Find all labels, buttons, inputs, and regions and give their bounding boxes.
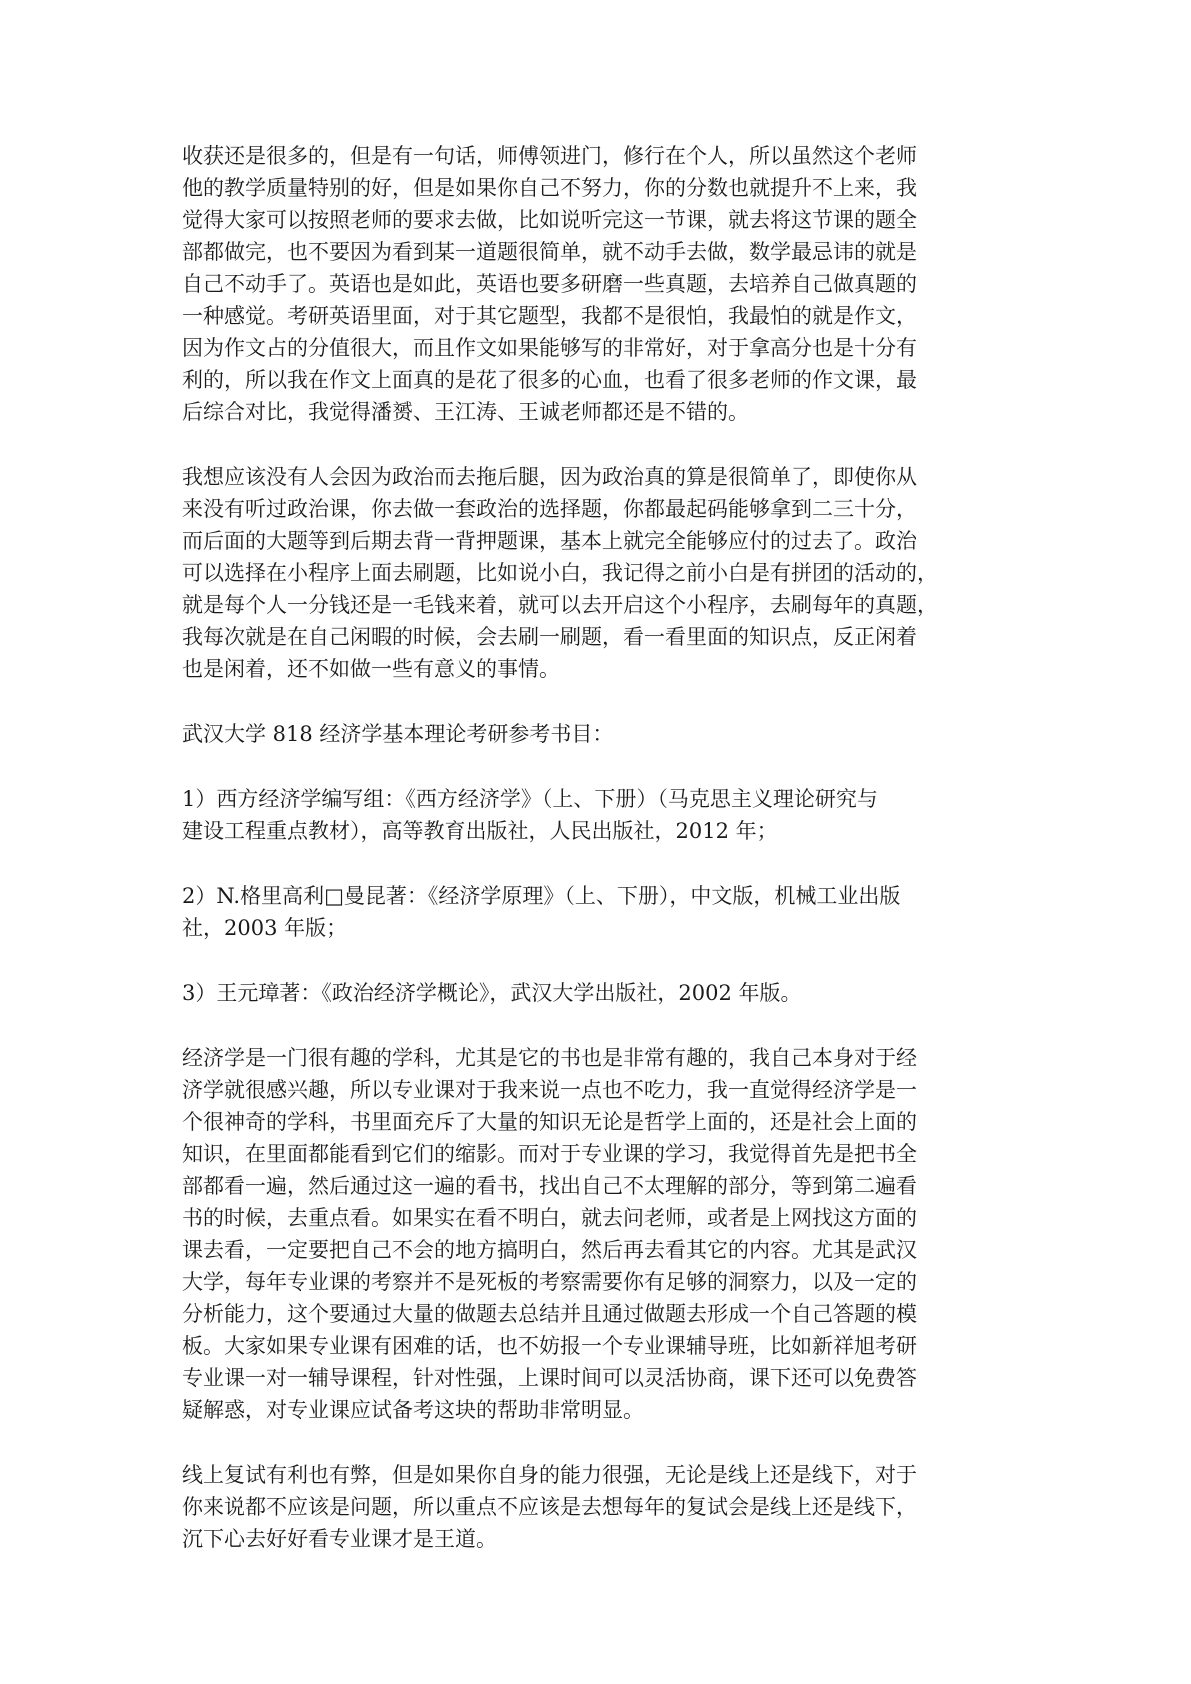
text-line: 沉下心去好好看专业课才是王道。 [182,1527,497,1551]
paragraph [182,461,1012,685]
text-line: 1）西方经济学编写组：《西方经济学》（上、下册）（马克思主义理论研究与 [182,787,878,811]
paragraph [182,140,1012,428]
text-line: 课去看，一定要把自己不会的地方搞明白，然后再去看其它的内容。尤其是武汉 [182,1238,917,1262]
paragraph [182,718,1012,750]
text-line: 可以选择在小程序上面去刷题，比如说小白，我记得之前小白是有拼团的活动的， [182,561,938,585]
text-line: 济学就很感兴趣，所以专业课对于我来说一点也不吃力，我一直觉得经济学是一 [182,1078,917,1102]
text-line: 建设工程重点教材），高等教育出版社，人民出版社，2012 年； [182,819,778,843]
text-line: 武汉大学 818 经济学基本理论考研参考书目： [182,722,614,746]
text-line: 2）N.格里高利□曼昆著：《经济学原理》（上、下册），中文版，机械工业出版 [182,884,901,908]
paragraph [182,1459,1012,1555]
text-line: 个很神奇的学科，书里面充斥了大量的知识无论是哲学上面的，还是社会上面的 [182,1110,917,1134]
text-line: 线上复试有利也有弊，但是如果你自身的能力很强，无论是线上还是线下，对于 [182,1463,917,1487]
text-line: 收获还是很多的，但是有一句话，师傅领进门，修行在个人，所以虽然这个老师 [182,144,917,168]
text-line: 部都做完，也不要因为看到某一道题很简单，就不动手去做，数学最忌讳的就是 [182,240,917,264]
text-line: 因为作文占的分值很大，而且作文如果能够写的非常好，对于拿高分也是十分有 [182,336,917,360]
document-body [182,140,1012,1588]
text-line: 他的教学质量特别的好，但是如果你自己不努力，你的分数也就提升不上来，我 [182,176,917,200]
text-line: 来没有听过政治课，你去做一套政治的选择题，你都最起码能够拿到二三十分， [182,497,917,521]
paragraph [182,783,1012,847]
text-line: 一种感觉。考研英语里面，对于其它题型，我都不是很怕，我最怕的就是作文， [182,304,917,328]
text-line: 专业课一对一辅导课程，针对性强，上课时间可以灵活协商，课下还可以免费答 [182,1366,917,1390]
text-line: 板。大家如果专业课有困难的话，也不妨报一个专业课辅导班，比如新祥旭考研 [182,1334,917,1358]
text-line: 自己不动手了。英语也是如此，英语也要多研磨一些真题，去培养自己做真题的 [182,272,917,296]
text-line: 经济学是一门很有趣的学科，尤其是它的书也是非常有趣的，我自己本身对于经 [182,1046,917,1070]
text-line: 3）王元璋著：《政治经济学概论》，武汉大学出版社，2002 年版。 [182,981,802,1005]
paragraph [182,880,1012,944]
text-line: 而后面的大题等到后期去背一背押题课，基本上就完全能够应付的过去了。政治 [182,529,917,553]
text-line: 部都看一遍，然后通过这一遍的看书，找出自己不太理解的部分，等到第二遍看 [182,1174,917,1198]
text-line: 社，2003 年版； [182,916,348,940]
text-line: 我每次就是在自己闲暇的时候，会去刷一刷题，看一看里面的知识点，反正闲着 [182,625,917,649]
text-line: 就是每个人一分钱还是一毛钱来着，就可以去开启这个小程序，去刷每年的真题， [182,593,938,617]
paragraph [182,1042,1012,1426]
text-line: 知识，在里面都能看到它们的缩影。而对于专业课的学习，我觉得首先是把书全 [182,1142,917,1166]
text-line: 大学，每年专业课的考察并不是死板的考察需要你有足够的洞察力，以及一定的 [182,1270,917,1294]
text-line: 分析能力，这个要通过大量的做题去总结并且通过做题去形成一个自己答题的模 [182,1302,917,1326]
text-line: 觉得大家可以按照老师的要求去做，比如说听完这一节课，就去将这节课的题全 [182,208,917,232]
text-line: 疑解惑，对专业课应试备考这块的帮助非常明显。 [182,1398,644,1422]
paragraph [182,977,1012,1009]
text-line: 后综合对比，我觉得潘赟、王江涛、王诚老师都还是不错的。 [182,400,749,424]
text-line: 书的时候，去重点看。如果实在看不明白，就去问老师，或者是上网找这方面的 [182,1206,917,1230]
text-line: 我想应该没有人会因为政治而去拖后腿，因为政治真的算是很简单了，即使你从 [182,465,917,489]
text-line: 利的，所以我在作文上面真的是花了很多的心血，也看了很多老师的作文课，最 [182,368,917,392]
text-line: 你来说都不应该是问题，所以重点不应该是去想每年的复试会是线上还是线下， [182,1495,917,1519]
text-line: 也是闲着，还不如做一些有意义的事情。 [182,657,560,681]
